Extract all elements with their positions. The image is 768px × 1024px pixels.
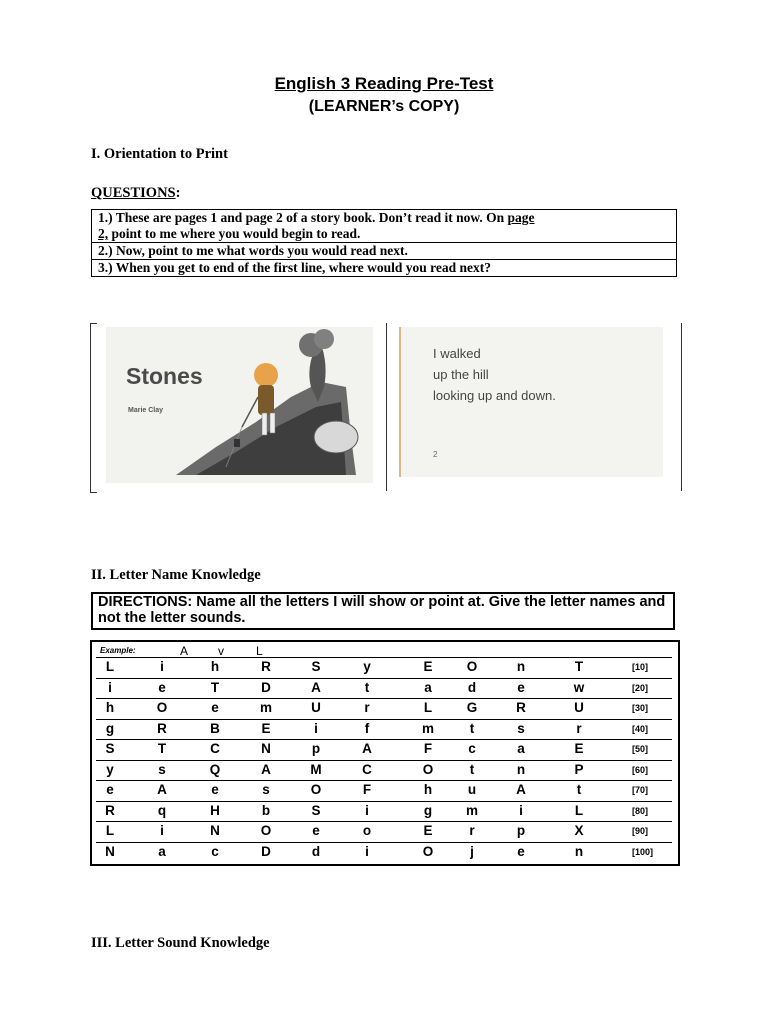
letter-cell: a — [424, 679, 432, 695]
row-count: [50] — [632, 744, 649, 754]
questions-label: QUESTIONS — [91, 185, 176, 201]
letter-row — [96, 822, 672, 843]
letter-cell: E — [574, 741, 584, 756]
letter-cell: u — [467, 782, 477, 797]
letter-cell: n — [574, 843, 584, 859]
directions-box — [91, 592, 675, 630]
letter-row — [96, 699, 672, 720]
question-1-text-a: 1.) These are pages 1 and page 2 of a story book. Don’t read it now. On — [98, 210, 508, 225]
example-letter: A — [180, 644, 189, 658]
directions-text: Name all the letters I will show or point at. Give the letter names and not the letter sounds. — [98, 594, 666, 626]
question-1-underlined-number: 2, — [98, 226, 109, 241]
questions-colon: : — [175, 185, 181, 201]
story-line-2: up the hill — [433, 367, 489, 382]
book-page-2 — [399, 327, 663, 477]
letter-cell: S — [105, 741, 115, 756]
cover-illustration — [106, 327, 373, 483]
letter-cell: R — [105, 802, 115, 818]
question-cell-2: 2.) Now, point to me what words you would read next. — [92, 243, 677, 260]
letter-cell: i — [160, 823, 164, 838]
letter-cell: D — [261, 843, 271, 859]
letter-cell: e — [517, 843, 525, 859]
letter-cell: A — [261, 761, 271, 777]
letter-cell: B — [210, 720, 220, 736]
question-row — [92, 260, 677, 277]
question-cell-1 — [92, 210, 677, 243]
letter-cell: t — [469, 720, 475, 736]
letter-cell: R — [157, 720, 167, 736]
row-count: [70] — [632, 785, 649, 795]
row-count: [60] — [632, 764, 649, 775]
letter-row — [96, 802, 672, 823]
letter-cell: g — [105, 720, 115, 736]
letter-row — [96, 843, 672, 863]
letter-cell: i — [160, 659, 164, 674]
page-number: 2 — [433, 450, 438, 459]
letter-cell: D — [261, 679, 271, 695]
letter-cell: L — [423, 700, 433, 715]
letter-cell: S — [311, 659, 321, 674]
letter-cell: O — [260, 823, 272, 838]
letter-cell: n — [516, 659, 526, 674]
letter-cell: O — [310, 782, 322, 797]
letter-cell: L — [105, 823, 115, 838]
letter-cell: E — [261, 720, 271, 736]
question-1-underlined-page: page — [507, 210, 535, 225]
letter-cell: c — [468, 741, 476, 756]
letter-cell: b — [261, 802, 271, 818]
letter-cell: M — [310, 761, 322, 777]
letter-cell: C — [362, 761, 372, 777]
letter-cell: e — [517, 679, 525, 695]
letter-row — [96, 679, 672, 700]
letter-cell: X — [574, 823, 584, 838]
letter-cell: T — [157, 741, 167, 756]
letter-cell: O — [156, 700, 168, 715]
letter-cell: e — [106, 782, 114, 797]
section-heading-letter-sound: III. Letter Sound Knowledge — [91, 935, 270, 951]
row-count: [20] — [632, 682, 649, 693]
letter-cell: a — [158, 843, 166, 859]
question-1-text-b: point to me where you would begin to read. — [108, 226, 361, 241]
cover-title: Stones — [126, 363, 203, 389]
letter-cell: T — [210, 679, 220, 695]
story-line-1: I walked — [433, 346, 481, 361]
letter-cell: i — [314, 720, 318, 736]
letter-cell: g — [423, 802, 433, 818]
letter-cell: A — [311, 679, 321, 695]
letter-cell: o — [362, 823, 372, 838]
letter-row — [96, 781, 672, 802]
letter-cell: i — [365, 843, 369, 859]
letter-cell: P — [574, 761, 584, 777]
row-count: [100] — [632, 846, 654, 857]
letter-cell: m — [421, 720, 434, 736]
letter-cell: C — [210, 741, 220, 756]
letter-cell: N — [261, 741, 271, 756]
letter-cell: h — [105, 700, 115, 715]
letter-cell: L — [105, 659, 115, 674]
letter-cell: q — [157, 802, 167, 818]
letter-cell: i — [108, 679, 112, 695]
letter-cell: m — [465, 802, 478, 818]
letter-cell: h — [210, 659, 220, 674]
letter-cell: T — [574, 659, 584, 674]
letter-cell: O — [466, 659, 478, 674]
letter-cell: r — [469, 823, 475, 838]
row-count: [80] — [632, 805, 649, 816]
letter-cell: N — [105, 843, 115, 859]
letter-cell: p — [311, 741, 321, 756]
question-row — [92, 243, 677, 260]
row-count: [40] — [632, 723, 649, 734]
letter-cell: i — [519, 802, 523, 818]
letter-cell: H — [210, 802, 220, 818]
letter-cell: d — [311, 843, 321, 859]
letter-cell: s — [517, 720, 525, 736]
page-title: English 3 Reading Pre-Test — [274, 74, 494, 93]
letter-cell: m — [259, 700, 272, 715]
cover-author: Marie Clay — [128, 407, 164, 414]
letter-cell: R — [516, 700, 526, 715]
letter-cell: a — [517, 741, 525, 756]
letter-cell: i — [365, 802, 369, 818]
letter-cell: p — [516, 823, 526, 838]
question-cell-3: 3.) When you get to end of the first line, where would you read next? — [92, 260, 677, 277]
letter-cell: r — [576, 720, 582, 736]
story-line-3: looking up and down. — [433, 388, 556, 403]
letter-cell: A — [516, 782, 526, 797]
questions-label-wrap — [91, 185, 180, 202]
letter-cell: L — [574, 802, 584, 818]
book-cover — [106, 327, 373, 483]
letter-cell: F — [423, 741, 433, 756]
letter-cell: t — [469, 761, 475, 777]
row-count: [10] — [632, 662, 649, 672]
letter-cell: r — [364, 700, 370, 715]
letter-row — [96, 657, 672, 679]
section-heading-orientation: I. Orientation to Print — [91, 146, 228, 162]
letter-cell: j — [470, 843, 474, 859]
questions-table — [91, 209, 677, 277]
example-letter: v — [218, 644, 224, 658]
letter-cell: F — [362, 782, 372, 797]
directions-label: DIRECTIONS: — [98, 594, 193, 610]
example-row — [96, 645, 672, 657]
example-letter: L — [256, 644, 263, 658]
letter-row — [96, 720, 672, 741]
letter-rows — [96, 657, 672, 862]
letter-cell: s — [158, 761, 166, 777]
letter-cell: Q — [209, 761, 221, 777]
story-page-2 — [386, 323, 682, 491]
question-row — [92, 210, 677, 243]
letter-cell: y — [106, 761, 114, 777]
letter-cell: e — [211, 782, 219, 797]
letter-cell: R — [261, 659, 271, 674]
row-count: [90] — [632, 826, 649, 836]
letter-cell: O — [422, 761, 434, 777]
letter-cell: U — [574, 700, 584, 715]
letter-cell: w — [573, 679, 585, 695]
letter-row — [96, 740, 672, 761]
letter-cell: f — [364, 720, 370, 736]
section-heading-letter-name: II. Letter Name Knowledge — [91, 567, 261, 583]
letter-cell: e — [312, 823, 320, 838]
example-label: Example: — [100, 646, 136, 655]
letter-cell: G — [466, 700, 478, 715]
letter-cell: t — [576, 782, 582, 797]
letter-table — [90, 640, 680, 866]
letter-cell: S — [311, 802, 321, 818]
letter-cell: E — [423, 659, 433, 674]
letter-cell: d — [467, 679, 477, 695]
letter-cell: n — [516, 761, 526, 777]
letter-cell: e — [211, 700, 219, 715]
letter-cell: t — [364, 679, 370, 695]
letter-cell: A — [362, 741, 372, 756]
letter-cell: s — [262, 782, 270, 797]
row-count: [30] — [632, 703, 649, 713]
page-subtitle: (LEARNER’s COPY) — [308, 98, 460, 115]
letter-cell: h — [423, 782, 433, 797]
letter-cell: e — [158, 679, 166, 695]
letter-cell: y — [363, 659, 371, 674]
letter-cell: c — [211, 843, 219, 859]
letter-cell: U — [311, 700, 321, 715]
letter-row — [96, 761, 672, 782]
letter-cell: A — [157, 782, 167, 797]
story-page-1 — [96, 323, 376, 491]
letter-cell: O — [422, 843, 434, 859]
letter-cell: E — [423, 823, 433, 838]
letter-cell: N — [210, 823, 220, 838]
